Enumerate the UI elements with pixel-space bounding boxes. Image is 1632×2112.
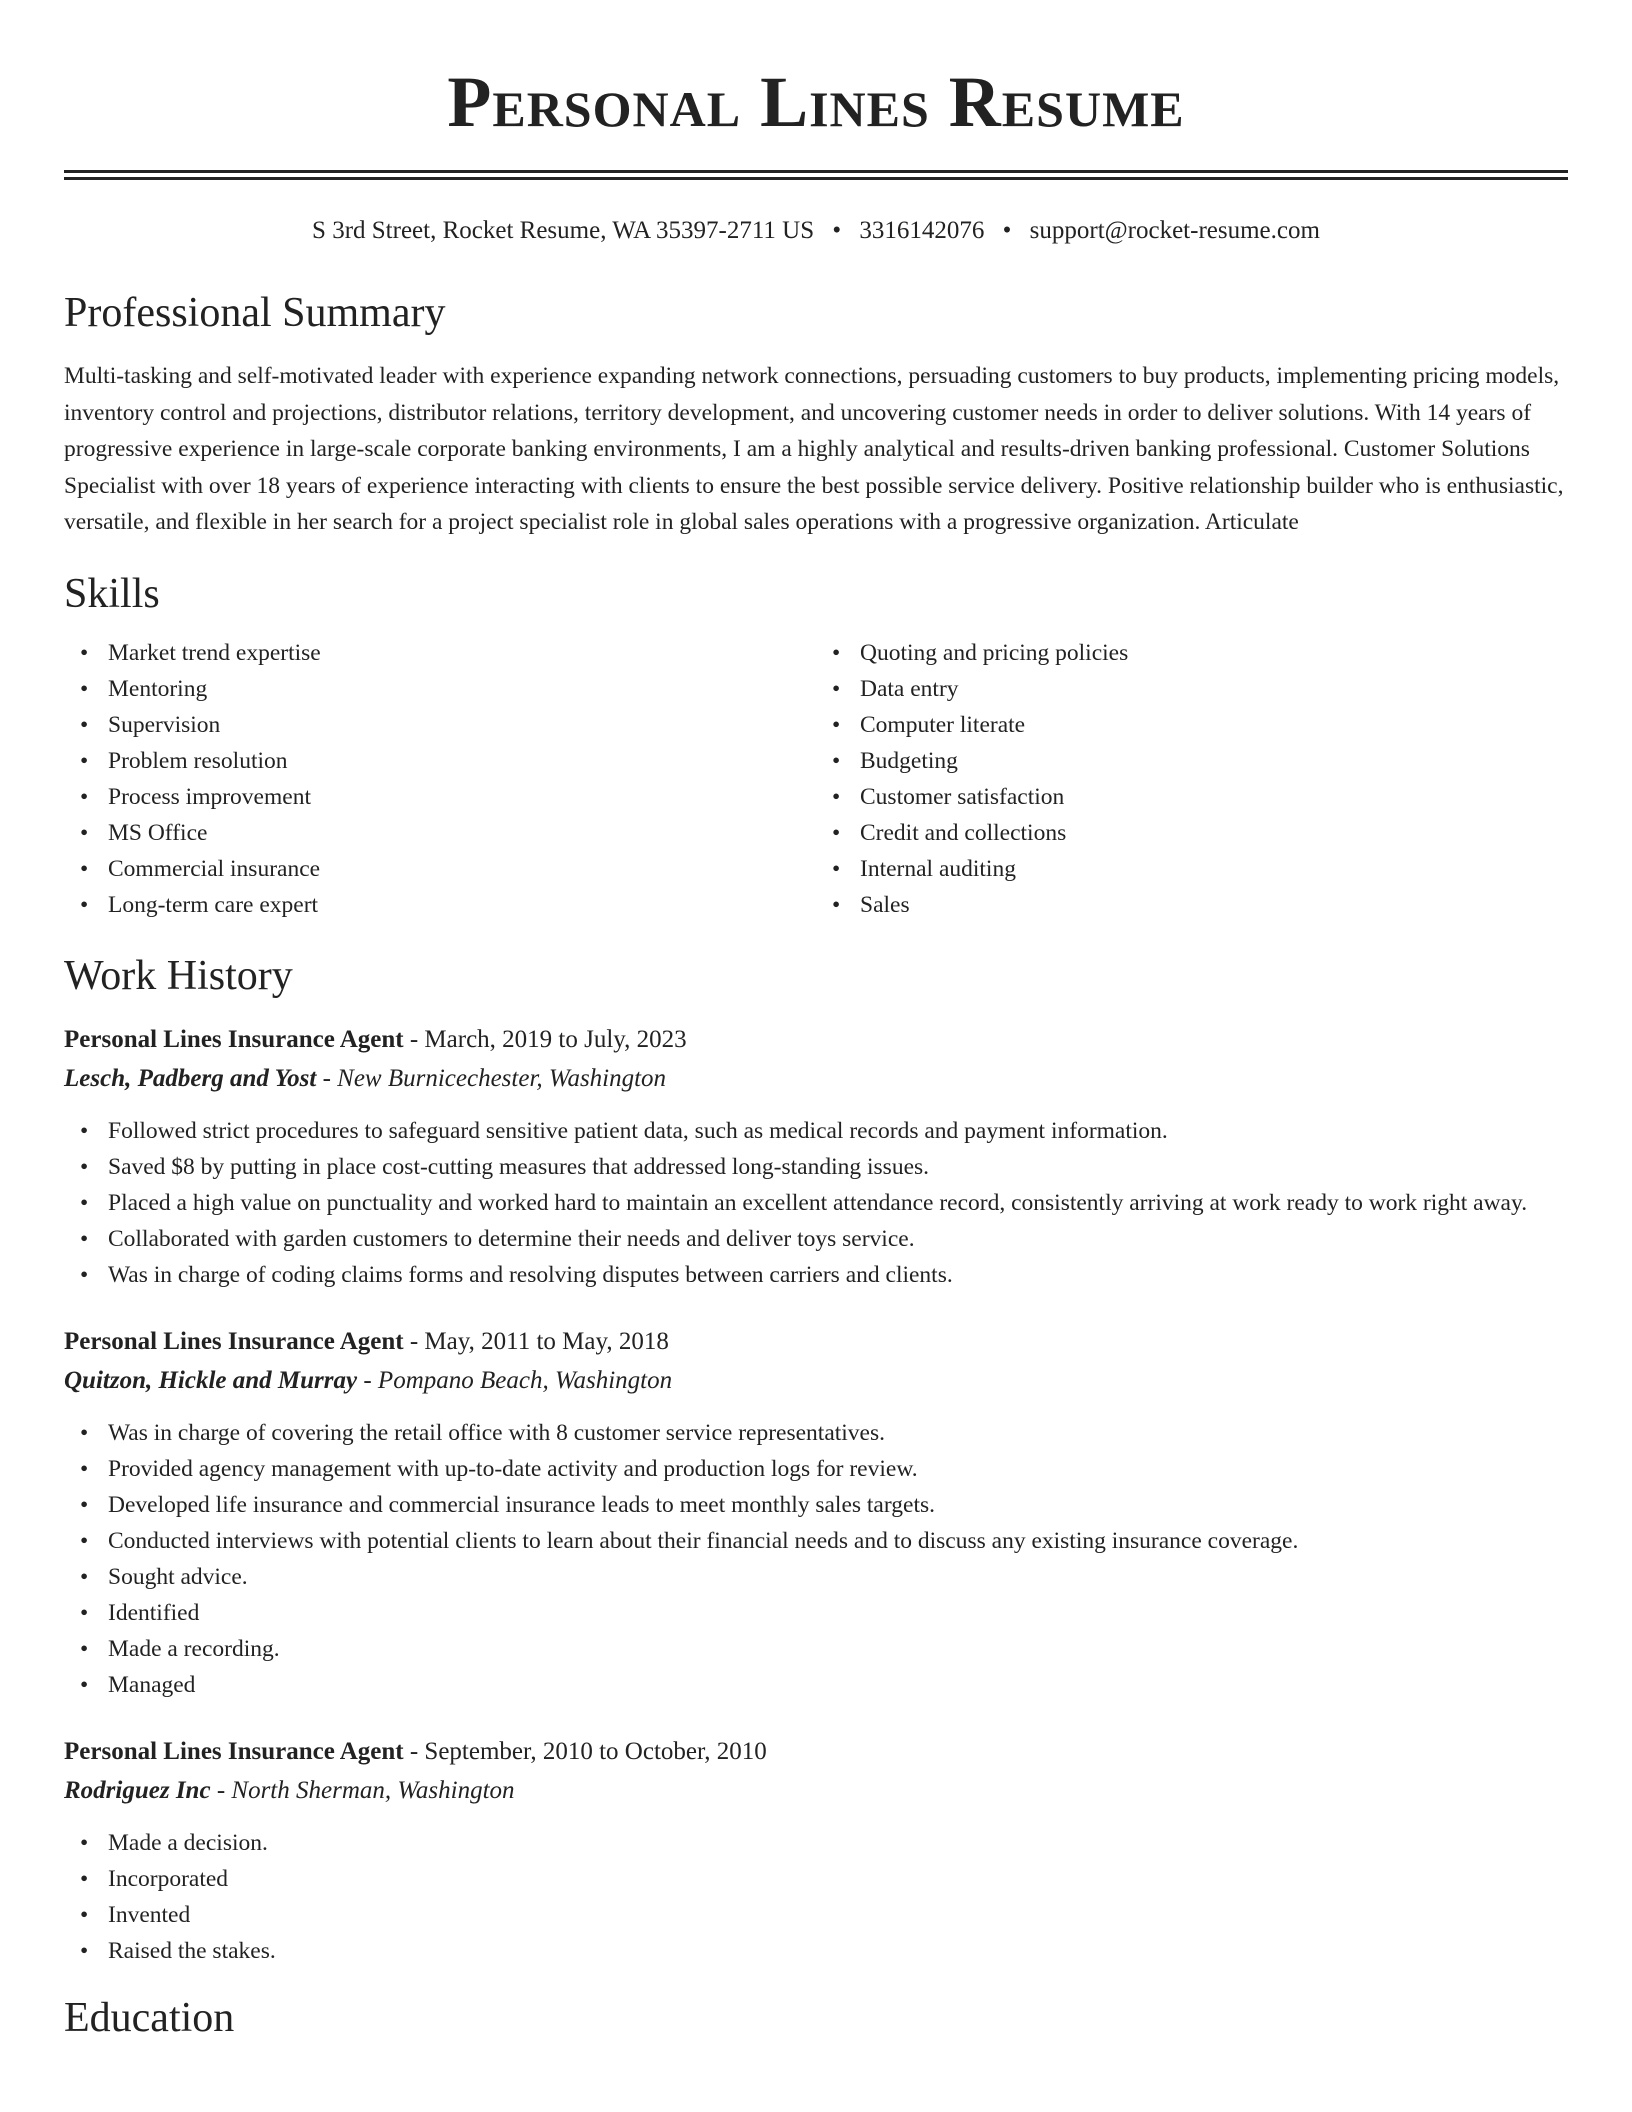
job-company: Quitzon, Hickle and Murray	[64, 1366, 358, 1394]
job-location: - New Burnicechester, Washington	[322, 1064, 667, 1092]
skill-item: • Data entry	[860, 671, 1568, 707]
job-company-line	[64, 1059, 1568, 1099]
job-dates: - September, 2010 to October, 2010	[409, 1737, 767, 1765]
summary-heading: Professional Summary	[64, 290, 446, 336]
contact-phone: 3316142076	[859, 217, 985, 244]
job-bullet: • Made a recording.	[108, 1631, 1568, 1667]
job-bullet: • Placed a high value on punctuality and worked hard to maintain an excellent attendance record, consistently arriving at work ready to work right away.	[108, 1185, 1568, 1221]
skill-item: • Sales	[860, 887, 1568, 923]
skill-item: • Customer satisfaction	[860, 779, 1568, 815]
job-bullet: • Identified	[108, 1595, 1568, 1631]
job-bullet: • Followed strict procedures to safeguard sensitive patient data, such as medical records and payment information.	[108, 1113, 1568, 1149]
job-bullet: • Raised the stakes.	[108, 1933, 1568, 1969]
job-entry	[64, 1733, 1568, 1969]
job-bullets	[64, 1825, 1568, 1969]
job-title: Personal Lines Insurance Agent	[64, 1327, 404, 1355]
job-bullet: • Saved $8 by putting in place cost-cutting measures that addressed long-standing issues.	[108, 1149, 1568, 1185]
job-company-line	[64, 1771, 1568, 1811]
job-company: Rodriguez Inc	[64, 1776, 211, 1804]
skill-item: • Internal auditing	[860, 851, 1568, 887]
contact-email: support@rocket-resume.com	[1029, 217, 1320, 244]
skill-item: • Commercial insurance	[108, 851, 816, 887]
job-company: Lesch, Padberg and Yost	[64, 1064, 317, 1092]
summary-text: Multi-tasking and self-motivated leader with experience expanding network connections, persuading customers to buy products, implementing pricing models, inventory control and projections, distributor relations, territory development, and uncovering customer needs in order to deliver solutions. With 14 years of progressive experience in large-scale corporate banking environments, I am a highly analytical and results-driven banking professional. Customer Solutions Specialist with over 18 years of experience interacting with clients to ensure the best possible service delivery. Positive relationship builder who is enthusiastic, versatile, and flexible in her search for a project specialist role in global sales operations with a progressive organization. Articulate	[64, 363, 1564, 535]
job-bullet: • Was in charge of coding claims forms and resolving disputes between carriers and clients.	[108, 1257, 1568, 1293]
job-bullets	[64, 1113, 1568, 1293]
title-divider	[64, 170, 1568, 180]
skills-columns	[64, 635, 1568, 923]
job-bullet: • Made a decision.	[108, 1825, 1568, 1861]
skill-item: • Budgeting	[860, 743, 1568, 779]
job-bullet: • Provided agency management with up-to-date activity and production logs for review.	[108, 1451, 1568, 1487]
skill-item: • Quoting and pricing policies	[860, 635, 1568, 671]
skill-item: • Market trend expertise	[108, 635, 816, 671]
education-heading: Education	[64, 1994, 235, 2041]
job-dates: - May, 2011 to May, 2018	[409, 1327, 669, 1355]
job-title-line	[64, 1021, 1568, 1059]
contact-separator: •	[832, 217, 842, 244]
contact-line	[64, 214, 1568, 248]
job-location: - North Sherman, Washington	[216, 1776, 515, 1804]
skills-list-left	[64, 635, 816, 923]
skills-list-right	[816, 635, 1568, 923]
job-entry	[64, 1021, 1568, 1293]
skill-item: • Credit and collections	[860, 815, 1568, 851]
skill-item: • Computer literate	[860, 707, 1568, 743]
work-history-heading: Work History	[64, 952, 293, 999]
job-dates: - March, 2019 to July, 2023	[409, 1025, 687, 1053]
contact-separator: •	[1002, 217, 1012, 244]
job-bullets	[64, 1415, 1568, 1703]
skill-item: • MS Office	[108, 815, 816, 851]
skill-item: • Supervision	[108, 707, 816, 743]
skill-item: • Problem resolution	[108, 743, 816, 779]
job-title-line	[64, 1733, 1568, 1771]
job-title: Personal Lines Insurance Agent	[64, 1737, 404, 1765]
skill-item: • Long-term care expert	[108, 887, 816, 923]
contact-address: S 3rd Street, Rocket Resume, WA 35397-2711 US	[312, 217, 815, 244]
job-bullet: • Managed	[108, 1667, 1568, 1703]
job-bullet: • Collaborated with garden customers to determine their needs and deliver toys service.	[108, 1221, 1568, 1257]
job-bullet: • Invented	[108, 1897, 1568, 1933]
job-entry	[64, 1323, 1568, 1703]
page-title: Personal Lines Resume	[447, 62, 1185, 142]
job-bullet: • Conducted interviews with potential clients to learn about their financial needs and to discuss any existing insurance coverage.	[108, 1523, 1568, 1559]
job-bullet: • Sought advice.	[108, 1559, 1568, 1595]
job-title-line	[64, 1323, 1568, 1361]
job-location: - Pompano Beach, Washington	[363, 1366, 673, 1394]
job-company-line	[64, 1361, 1568, 1401]
skills-heading: Skills	[64, 570, 160, 617]
skill-item: • Process improvement	[108, 779, 816, 815]
job-bullet: • Incorporated	[108, 1861, 1568, 1897]
job-bullet: • Developed life insurance and commercial insurance leads to meet monthly sales targets.	[108, 1487, 1568, 1523]
skill-item: • Mentoring	[108, 671, 816, 707]
job-title: Personal Lines Insurance Agent	[64, 1025, 404, 1053]
job-bullet: • Was in charge of covering the retail office with 8 customer service representatives.	[108, 1415, 1568, 1451]
